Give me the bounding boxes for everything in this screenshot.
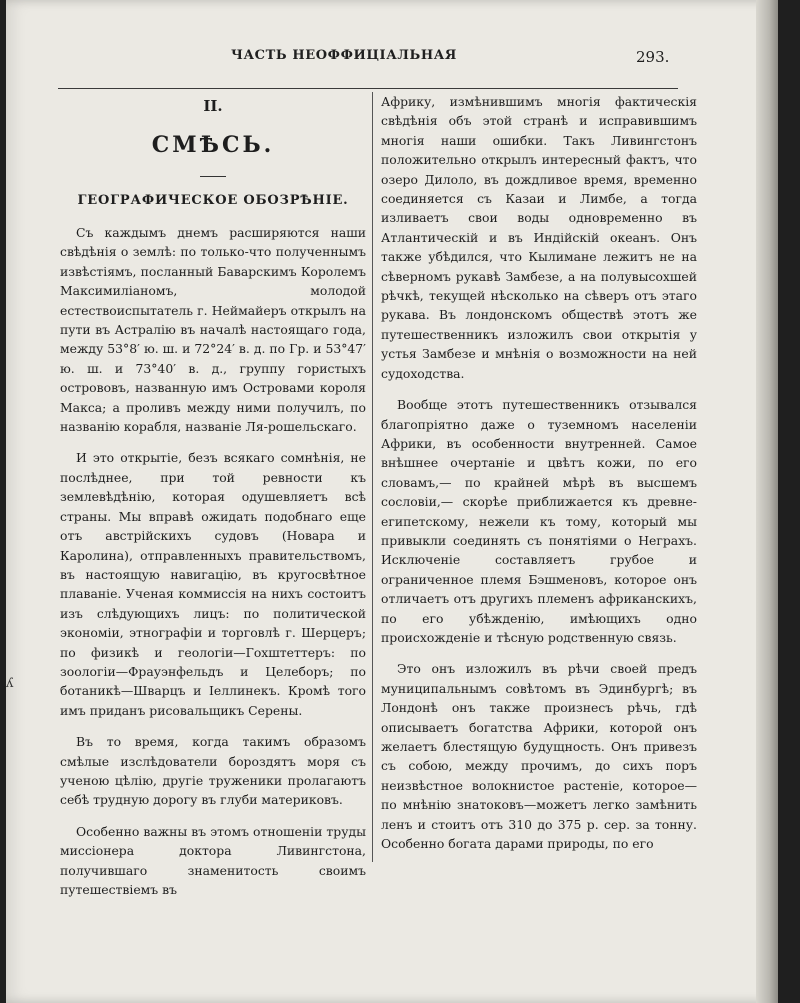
left-column — [60, 96, 366, 899]
margin-mark: ʎ — [6, 676, 14, 691]
paragraph: Съ каждымъ днемъ расширяются наши свѣдѣнія о землѣ: по только-что полученнымъ извѣстіямъ, посланный Баварскимъ Королемъ Максимиліаномъ, молодой естествоиспытатель г. Неймайеръ открылъ на пути въ Астралію въ началѣ настоящаго года, между 53°8′ ю. ш. и 72°24′ в. д. по Гр. и 53°47′ ю. ш. и 73°40′ в. д., группу гористыхъ острововъ, названную имъ Островами короля Макса; а проливъ между ними получилъ, по названію корабля, названіе Ля-рошельскаго. — [60, 225, 366, 435]
page-number: 293. — [636, 48, 670, 66]
paragraph: Въ то время, когда такимъ образомъ смѣлые изслѣдователи бороздятъ моря съ ученою цѣлію, другіе труженики пролагаютъ себѣ трудную дорогу въ глуби материковъ. — [60, 734, 366, 808]
page-edge-shadow — [756, 0, 778, 1003]
title-dash — [200, 176, 226, 177]
column-divider — [372, 92, 373, 862]
paragraph: И это открытіе, безъ всякаго сомнѣнія, не послѣднее, при той ревности къ землевѣдѣнію, которая одушевляетъ всѣ страны. Мы вправѣ ожидать подобнаго еще отъ австрійскихъ судовъ (Новара и Каролина), отправленныхъ правительствомъ, въ настоящую навигацію, въ кругосвѣтное плаваніе. Ученая коммиссія на нихъ состоитъ изъ слѣдующихъ лицъ: по политической экономіи, этнографіи и торговлѣ г. Шерцеръ; по физикѣ и геологіи—Гохштеттеръ: по зоологіи—Фрауэнфельдъ и Целеборъ; по ботаникѣ—Шварцъ и Іеллинекъ. Кромѣ того имъ приданъ рисовальщикъ Серены. — [60, 450, 366, 718]
paragraph: Особенно важны въ этомъ отношеніи труды миссіонера доктора Ливингстона, получившаго знаменитость своимъ путешествіемъ въ — [60, 823, 366, 897]
right-column — [381, 92, 697, 853]
paragraph: Африку, измѣнившимъ многія фактическія свѣдѣнія объ этой странѣ и исправившимъ многія наши ошибки. Такъ Ливингстонъ положительно открылъ интересный фактъ, что озеро Дилоло, въ дождливое время, временно соединяется съ Казаи и Лимбе, а тогда изливаетъ свои воды одновременно въ Атлантическій и въ Индійскій океанъ. Онъ также убѣдился, что Кылимане лежитъ не на сѣверномъ рукавѣ Замбезе, а на полувысохшей рѣчкѣ, текущей нѣсколько на сѣверъ отъ этаго рукава. Въ лондонскомъ обществѣ этотъ же путешественникъ изложилъ свои открытія у устья Замбезе и мнѣнія о возможности на ней судоходства. — [381, 94, 697, 381]
subsection-title: ГЕОГРАФИЧЕСКОЕ ОБОЗРѢНІЕ. — [77, 193, 349, 208]
section-title: СМѢСЬ. — [151, 132, 275, 158]
paragraph: Вообще этотъ путешественникъ отзывался благопріятно даже о туземномъ населеніи Африки, въ особенности внутренней. Самое внѣшнее очертаніе и цвѣтъ кожи, по его словамъ,— по крайней мѣрѣ въ высшемъ сословіи,— скорѣе приближается къ древне-египетскому, нежели къ тому, который мы привыкли соединять съ понятіями о Неграхъ. Исключеніе составляетъ грубое и ограниченное племя Бэшменовъ, которое онъ отличаетъ отъ другихъ племенъ африканскихъ, по его убѣжденію, имѣющихъ одно происхожденіе и тѣсную родственную связь. — [381, 397, 697, 645]
book-page — [6, 0, 778, 1003]
running-head: ЧАСТЬ НЕОФФИЦІАЛЬНАЯ — [231, 48, 457, 63]
section-number: II. — [203, 97, 223, 115]
header-rule — [58, 88, 678, 89]
paragraph: Это онъ изложилъ въ рѣчи своей предъ муниципальнымъ совѣтомъ въ Эдинбургѣ; въ Лондонѣ онъ также произнесъ рѣчь, гдѣ описываетъ богатства Африки, которой онъ желаетъ блестящую будущность. Онъ привезъ съ собою, между прочимъ, до сихъ поръ неизвѣстное волокнистое растеніе, которое—по мнѣнію знатоковъ—можетъ легко замѣнить ленъ и стоитъ отъ 310 до 375 р. сер. за тонну. Особенно богата дарами природы, по его — [381, 661, 697, 852]
